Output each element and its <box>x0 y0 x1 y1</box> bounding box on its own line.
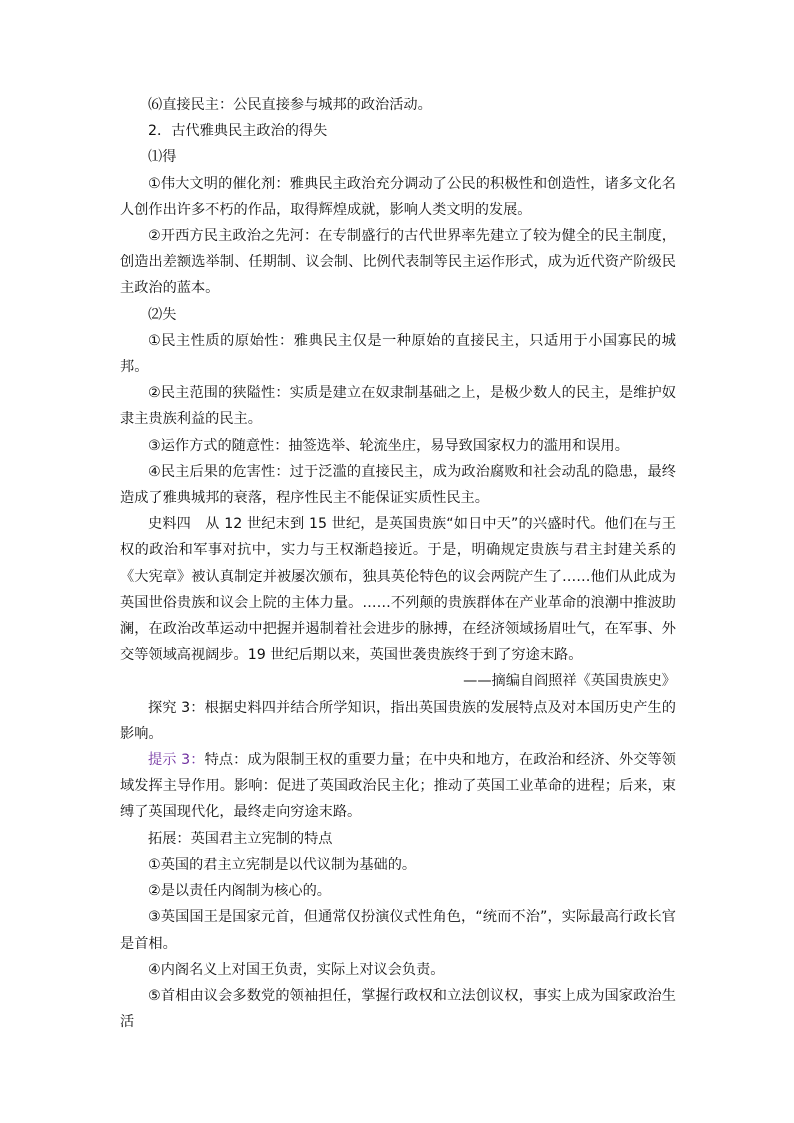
paragraph-feature-4: ④内阁名义上对国王负责，实际上对议会负责。 <box>148 961 445 978</box>
subheading-gains: ⑴得 <box>148 149 177 166</box>
paragraph-inquiry-3: 探究 3：根据史料四并结合所学知识，指出英国贵族的发展特点及对本国历史产生的影响。 <box>120 699 676 742</box>
paragraph-hint-3 <box>120 747 676 826</box>
paragraph-direct-democracy: ⑹直接民主：公民直接参与城邦的政治活动。 <box>148 97 432 113</box>
paragraph-feature-1: ①英国的君主立宪制是以代议制为基础的。 <box>148 856 417 873</box>
paragraph-loss-3: ③运作方式的随意性：抽签选举、轮流坐庄，易导致国家权力的滥用和误用。 <box>148 437 629 454</box>
paragraph-loss-2: ②民主范围的狭隘性：实质是建立在奴隶制基础之上，是极少数人的民主，是维护奴隶主贵族利益的民主。 <box>120 385 676 428</box>
paragraph-feature-5: ⑤首相由议会多数党的领袖担任，掌握行政权和立法创议权，事实上成为国家政治生活 <box>120 987 676 1031</box>
heading-gains-losses: 2．古代雅典民主政治的得失 <box>148 123 328 140</box>
paragraph-loss-1: ①民主性质的原始性：雅典民主仅是一种原始的直接民主，只适用于小国寡民的城邦。 <box>120 332 676 376</box>
document-page <box>120 92 676 1035</box>
hint-text: 特点：成为限制王权的重要力量；在中央和地方，在政治和经济、外交等领域发挥主导作用。影响：促进了英国政治民主化；推动了英国工业革命的进程；后来，束缚了英国现代化，最终走向穷途末路。 <box>120 752 676 821</box>
hint-label: 提示 3： <box>148 752 205 769</box>
paragraph-gain-1: ①伟大文明的催化剂：雅典民主政治充分调动了公民的积极性和创造性，诸多文化名人创作出许多不朽的作品，取得辉煌成就，影响人类文明的发展。 <box>120 175 676 218</box>
paragraph-gain-2: ②开西方民主政治之先河：在专制盛行的古代世界率先建立了较为健全的民主制度，创造出差额选举制、任期制、议会制、比例代表制等民主运作形式，成为近代资产阶级民主政治的蓝本。 <box>120 228 676 297</box>
paragraph-feature-3: ③英国国王是国家元首，但通常仅扮演仪式性角色，“统而不治”，实际最高行政长官是首相。 <box>120 909 676 952</box>
citation: ——摘编自阎照祥《英国贵族史》 <box>463 673 676 690</box>
paragraph-feature-2: ②是以责任内阁制为核心的。 <box>148 883 331 900</box>
subheading-losses: ⑵失 <box>148 306 177 323</box>
heading-constitutional-monarchy: 拓展：英国君主立宪制的特点 <box>148 830 333 847</box>
paragraph-loss-4: ④民主后果的危害性：过于泛滥的直接民主，成为政治腐败和社会动乱的隐患，最终造成了雅典城邦的衰落，程序性民主不能保证实质性民主。 <box>120 463 676 507</box>
paragraph-source-4: 史料四 从 12 世纪末到 15 世纪，是英国贵族“如日中天”的兴盛时代。他们在与王权的政治和军事对抗中，实力与王权渐趋接近。于是，明确规定贵族与君主封建关系的《大宪章》被认真制定并被屡次颁布，独具英伦特色的议会两院产生了……他们从此成为英国世俗贵族和议会上院的主体力量。……不列颠的贵族群体在产业革命的浪潮中推波助澜，在政治改革运动中把握并遏制着社会进步的脉搏，在经济领域扬眉吐气，在军事、外交等领域高视阔步。19 世纪后期以来，英国世袭贵族终于到了穷途末路。 <box>120 516 676 664</box>
